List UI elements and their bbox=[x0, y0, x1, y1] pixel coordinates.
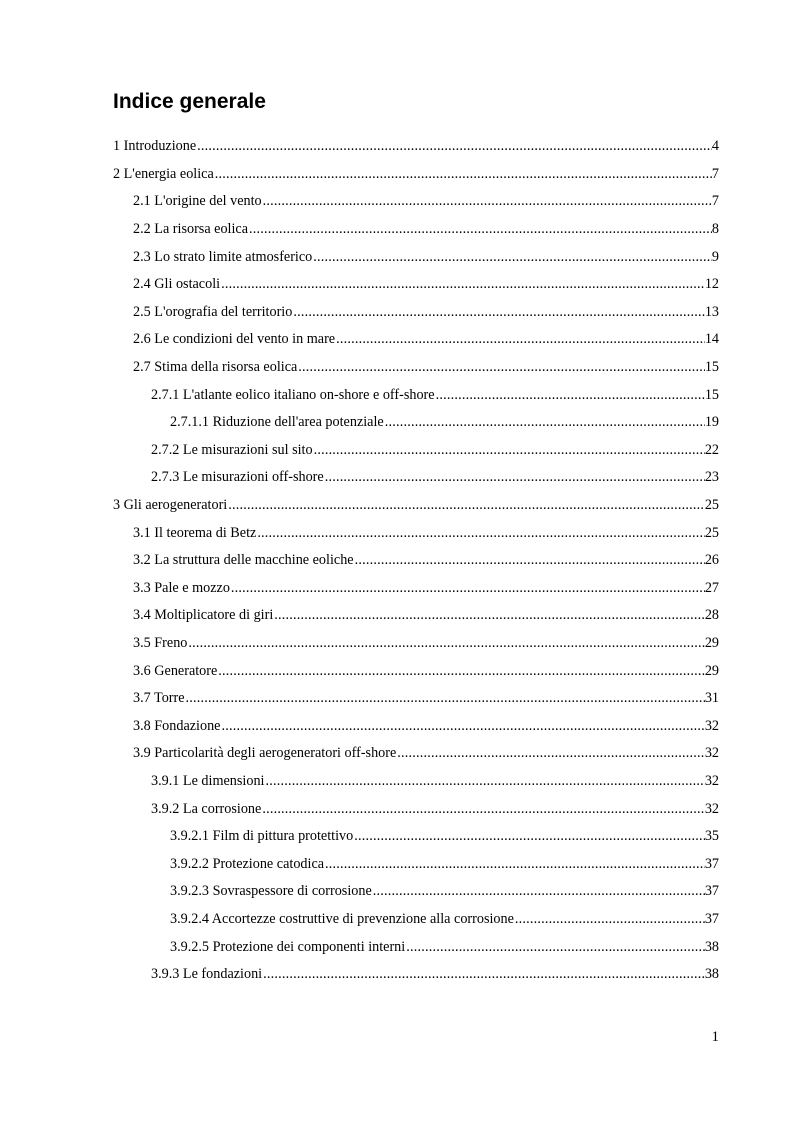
toc-entry[interactable] bbox=[113, 685, 719, 713]
toc-entry[interactable] bbox=[113, 961, 719, 989]
toc-dot-leader bbox=[514, 911, 705, 928]
toc-entry-page: 37 bbox=[704, 855, 719, 872]
toc-dot-leader bbox=[324, 856, 705, 873]
toc-entry-page: 32 bbox=[704, 772, 719, 789]
toc-entry-title: 2.7.2 Le misurazioni sul sito bbox=[151, 441, 313, 458]
toc-entry[interactable] bbox=[113, 437, 719, 465]
toc-entry-page: 38 bbox=[704, 966, 719, 983]
toc-entry-title: 2 L'energia eolica bbox=[113, 165, 214, 182]
toc-dot-leader bbox=[262, 193, 712, 210]
toc-dot-leader bbox=[220, 276, 705, 293]
toc-entry-title: 1 Introduzione bbox=[113, 138, 197, 155]
toc-dot-leader bbox=[187, 635, 704, 652]
toc-entry-title: 3.9 Particolarità degli aerogeneratori off-shore bbox=[133, 745, 397, 762]
toc-dot-leader bbox=[405, 939, 705, 956]
toc-entry-title: 3.9.2.4 Accortezze costruttive di prevenzione alla corrosione bbox=[170, 910, 514, 927]
toc-entry[interactable] bbox=[113, 575, 719, 603]
toc-entry-title: 3.1 Il teorema di Betz bbox=[133, 524, 257, 541]
toc-entry[interactable] bbox=[113, 381, 719, 409]
toc-dot-leader bbox=[261, 801, 704, 818]
toc-entry-page: 23 bbox=[704, 469, 719, 486]
toc-entry-page: 37 bbox=[704, 883, 719, 900]
toc-entry[interactable] bbox=[113, 216, 719, 244]
toc-entry-title: 3 Gli aerogeneratori bbox=[113, 497, 228, 514]
toc-dot-leader bbox=[324, 469, 705, 486]
toc-entry-title: 3.9.2.3 Sovraspessore di corrosione bbox=[170, 883, 372, 900]
toc-dot-leader bbox=[297, 359, 705, 376]
toc-entry-page: 8 bbox=[711, 221, 719, 238]
toc-entry-page: 38 bbox=[704, 938, 719, 955]
toc-entry[interactable] bbox=[113, 519, 719, 547]
toc-dot-leader bbox=[196, 138, 712, 155]
toc-entry-page: 7 bbox=[711, 193, 719, 210]
toc-entry-title: 2.5 L'orografia del territorio bbox=[133, 303, 293, 320]
toc-entry-title: 2.2 La risorsa eolica bbox=[133, 221, 249, 238]
toc-entry-page: 14 bbox=[704, 331, 719, 348]
toc-dot-leader bbox=[384, 414, 705, 431]
toc-dot-leader bbox=[335, 331, 705, 348]
toc-entry[interactable] bbox=[113, 602, 719, 630]
toc-dot-leader bbox=[313, 442, 705, 459]
toc-entry-page: 27 bbox=[704, 579, 719, 596]
toc-entry[interactable] bbox=[113, 740, 719, 768]
toc-dot-leader bbox=[372, 883, 705, 900]
toc-entry[interactable] bbox=[113, 299, 719, 327]
toc-entry-title: 3.9.2.5 Protezione dei componenti interni bbox=[170, 938, 406, 955]
toc-dot-leader bbox=[220, 718, 704, 735]
toc-entry-title: 2.7.1.1 Riduzione dell'area potenziale bbox=[170, 414, 384, 431]
toc-entry-page: 32 bbox=[704, 800, 719, 817]
toc-entry-page: 29 bbox=[704, 634, 719, 651]
toc-entry-page: 32 bbox=[704, 745, 719, 762]
toc-dot-leader bbox=[435, 387, 705, 404]
toc-dot-leader bbox=[214, 166, 712, 183]
table-of-contents bbox=[113, 133, 719, 988]
toc-dot-leader bbox=[262, 966, 705, 983]
toc-entry[interactable] bbox=[113, 795, 719, 823]
toc-entry[interactable] bbox=[113, 409, 719, 437]
toc-entry[interactable] bbox=[113, 547, 719, 575]
toc-dot-leader bbox=[273, 607, 705, 624]
toc-entry-title: 3.2 La struttura delle macchine eoliche bbox=[133, 552, 354, 569]
toc-dot-leader bbox=[230, 580, 705, 597]
toc-entry-title: 3.9.3 Le fondazioni bbox=[151, 966, 263, 983]
toc-entry-page: 37 bbox=[704, 910, 719, 927]
toc-entry-title: 3.9.2 La corrosione bbox=[151, 800, 262, 817]
toc-entry-page: 22 bbox=[704, 441, 719, 458]
toc-entry-title: 3.3 Pale e mozzo bbox=[133, 579, 230, 596]
toc-entry[interactable] bbox=[113, 464, 719, 492]
toc-dot-leader bbox=[292, 304, 704, 321]
toc-entry-title: 3.5 Freno bbox=[133, 634, 188, 651]
toc-entry-page: 25 bbox=[704, 497, 719, 514]
toc-entry-title: 3.8 Fondazione bbox=[133, 717, 221, 734]
toc-dot-leader bbox=[185, 690, 705, 707]
toc-entry-page: 32 bbox=[704, 717, 719, 734]
toc-entry-page: 26 bbox=[704, 552, 719, 569]
toc-entry-title: 2.7.1 L'atlante eolico italiano on-shore e off-shore bbox=[151, 386, 435, 403]
toc-entry[interactable] bbox=[113, 906, 719, 934]
toc-entry[interactable] bbox=[113, 933, 719, 961]
toc-entry-page: 13 bbox=[704, 303, 719, 320]
toc-entry-title: 2.3 Lo strato limite atmosferico bbox=[133, 248, 313, 265]
toc-entry-title: 2.7 Stima della risorsa eolica bbox=[133, 359, 298, 376]
toc-entry[interactable] bbox=[113, 188, 719, 216]
toc-entry[interactable] bbox=[113, 878, 719, 906]
toc-entry-page: 15 bbox=[704, 359, 719, 376]
toc-entry-title: 3.7 Torre bbox=[133, 690, 185, 707]
toc-entry-title: 3.9.2.2 Protezione catodica bbox=[170, 855, 325, 872]
toc-entry[interactable] bbox=[113, 768, 719, 796]
toc-dot-leader bbox=[312, 249, 712, 266]
toc-entry[interactable] bbox=[113, 850, 719, 878]
toc-dot-leader bbox=[217, 663, 705, 680]
toc-entry-page: 29 bbox=[704, 662, 719, 679]
toc-entry-title: 3.6 Generatore bbox=[133, 662, 218, 679]
toc-entry-page: 25 bbox=[704, 524, 719, 541]
page-number: 1 bbox=[711, 1029, 719, 1045]
toc-entry-title: 3.9.2.1 Film di pittura protettivo bbox=[170, 828, 354, 845]
toc-entry[interactable] bbox=[113, 271, 719, 299]
toc-entry-page: 4 bbox=[711, 138, 719, 155]
toc-entry-title: 2.4 Gli ostacoli bbox=[133, 276, 221, 293]
toc-dot-leader bbox=[265, 773, 705, 790]
toc-entry[interactable] bbox=[113, 823, 719, 851]
toc-entry[interactable] bbox=[113, 630, 719, 658]
toc-entry-title: 2.6 Le condizioni del vento in mare bbox=[133, 331, 336, 348]
toc-entry[interactable] bbox=[113, 354, 719, 382]
toc-entry[interactable] bbox=[113, 492, 719, 520]
toc-entry-page: 15 bbox=[704, 386, 719, 403]
toc-entry-title: 3.9.1 Le dimensioni bbox=[151, 772, 265, 789]
toc-entry[interactable] bbox=[113, 161, 719, 189]
toc-dot-leader bbox=[354, 552, 705, 569]
toc-dot-leader bbox=[353, 828, 705, 845]
toc-entry-page: 35 bbox=[704, 828, 719, 845]
toc-entry-title: 2.7.3 Le misurazioni off-shore bbox=[151, 469, 324, 486]
toc-entry-page: 9 bbox=[711, 248, 719, 265]
toc-entry-page: 12 bbox=[704, 276, 719, 293]
toc-entry-page: 28 bbox=[704, 607, 719, 624]
toc-dot-leader bbox=[227, 497, 705, 514]
toc-dot-leader bbox=[248, 221, 712, 238]
toc-entry[interactable] bbox=[113, 712, 719, 740]
toc-entry-page: 19 bbox=[704, 414, 719, 431]
toc-dot-leader bbox=[396, 745, 705, 762]
toc-entry[interactable] bbox=[113, 133, 719, 161]
toc-entry-page: 31 bbox=[704, 690, 719, 707]
toc-entry-title: 3.4 Moltiplicatore di giri bbox=[133, 607, 274, 624]
toc-dot-leader bbox=[256, 525, 705, 542]
toc-entry-page: 7 bbox=[711, 165, 719, 182]
toc-entry[interactable] bbox=[113, 657, 719, 685]
toc-entry-title: 2.1 L'origine del vento bbox=[133, 193, 262, 210]
toc-entry[interactable] bbox=[113, 243, 719, 271]
page-title: Indice generale bbox=[113, 90, 266, 113]
toc-entry[interactable] bbox=[113, 326, 719, 354]
